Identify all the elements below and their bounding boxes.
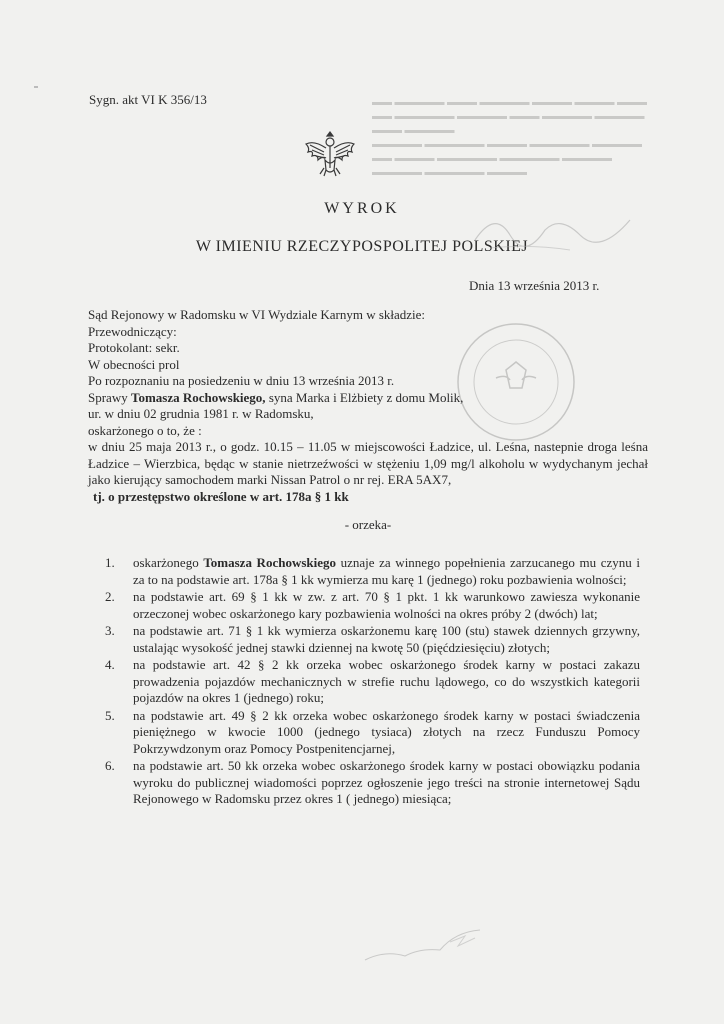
- list-item: 3. na podstawie art. 71 § 1 kk wymierza oskarżonemu karę 100 (stu) stawek dziennych grzywny, ustalając wysokość jednej stawki dziennej na kwotę 50 (pięćdziesięciu) złotych;: [105, 623, 640, 655]
- list-item: 1. oskarżonego Tomasza Rochowskiego uznaje za winnego popełnienia zarzucanego mu czynu i za to na podstawie art. 178a § 1 kk wymierza mu karę 1 (jednego) roku pozbawienia wolności;: [105, 555, 640, 587]
- court-composition: Sąd Rejonowy w Radomsku w VI Wydziale Karnym w składzie:: [88, 307, 426, 322]
- presiding-judge-line: Przewodniczący:: [88, 323, 177, 339]
- recorder-line: Protokolant: sekr.: [88, 340, 180, 355]
- accused-line: oskarżonego o to, że :: [88, 422, 202, 438]
- scan-artifact: [34, 86, 38, 88]
- signature-trace-bottom: [360, 920, 490, 970]
- ruling-heading: - orzeka-: [344, 517, 392, 532]
- judgment-date: Dnia 13 września 2013 r.: [469, 278, 600, 293]
- session-line: Po rozpoznaniu na posiedzeniu w dniu 13 września 2013 r.: [88, 373, 395, 388]
- list-item: 4. na podstawie art. 42 § 2 kk orzeka wobec oskarżonego środek karny w postaci zakazu prowadzenia pojazdów mechanicznych w strefie ruchu lądowego, co do wszystkich kategorii pojazdów na okres 1 (jednego) roku;: [105, 657, 640, 705]
- list-item: 2. na podstawie art. 69 § 1 kk w zw. z art. 70 § 1 pkt. 1 kk warunkowo zawiesza wykonanie orzeczonej wobec oskarżonego kary pozbawienia wolności na okres próby 2 (dwóch) lat;: [105, 589, 640, 621]
- case-reference: Sygn. akt VI K 356/13: [89, 92, 207, 107]
- signature-trace: [470, 200, 640, 260]
- defendant-name: Tomasza Rochowskiego,: [130, 389, 266, 405]
- bleed-through-text: ▬▬ ▬▬▬▬▬ ▬▬▬ ▬▬▬▬▬ ▬▬▬▬ ▬▬▬▬ ▬▬▬ ▬▬ ▬▬▬▬▬▬ ▬▬▬▬▬ ▬▬▬ ▬▬▬▬▬ ▬▬▬▬▬ ▬▬▬ ▬▬▬▬▬ ▬▬▬▬▬ ▬▬▬▬▬▬ ▬▬▬▬ ▬▬▬▬▬▬ ▬▬▬▬▬ ▬▬ ▬▬▬▬ ▬▬▬▬▬▬ ▬▬▬▬▬▬ ▬▬▬▬▬ ▬▬▬▬▬ ▬▬▬▬▬▬ ▬▬▬▬: [372, 97, 647, 178]
- eagle-emblem-icon: [300, 130, 360, 178]
- case-line: Sprawy Tomasza Rochowskiego, syna Marka i Elżbiety z domu Molik,: [88, 389, 464, 405]
- list-item: 6. na podstawie art. 50 kk orzeka wobec oskarżonego środek karny w postaci obowiązku podania wyroku do publicznej wiadomości poprzez ogłoszenie jego treści na stronie internetowej Sądu Rejonowego w Radomsku przez okres 1 ( jednego) miesiąca;: [105, 758, 640, 806]
- judgment-body: [88, 307, 648, 534]
- list-item: 5. na podstawie art. 49 § 2 kk orzeka wobec oskarżonego środek karny w postaci świadczenia pieniężnego w kwocie 1000 (jednego tysiaca) złotych na rzecz Funduszu Pomocy Pokrzywdzonym oraz Pomocy Postpenitencjarnej,: [105, 707, 640, 756]
- ruling-list: [105, 555, 640, 809]
- offence-line: tj. o przestępstwo określone w art. 178a § 1 kk: [93, 488, 349, 504]
- facts-paragraph: w dniu 25 maja 2013 r., o godz. 10.15 – 11.05 w miejscowości Ładzice, ul. Leśna, nastepnie droga leśna Ładzice – Wierzbica, będąc w stanie nietrzeźwości w stężeniu 1,09 mg/l alkoholu w wydychanym jechał jako kierujący samochodem marki Nissan Patrol o nr rej. ERA 5AX7,: [88, 439, 648, 487]
- judgment-subtitle: W IMIENIU RZECZYPOSPOLITEJ POLSKIEJ: [195, 238, 529, 255]
- presence-line: W obecności prol: [88, 356, 180, 372]
- judgment-title: WYROK: [324, 200, 400, 217]
- birth-line: ur. w dniu 02 grudnia 1981 r. w Radomsku,: [88, 406, 314, 421]
